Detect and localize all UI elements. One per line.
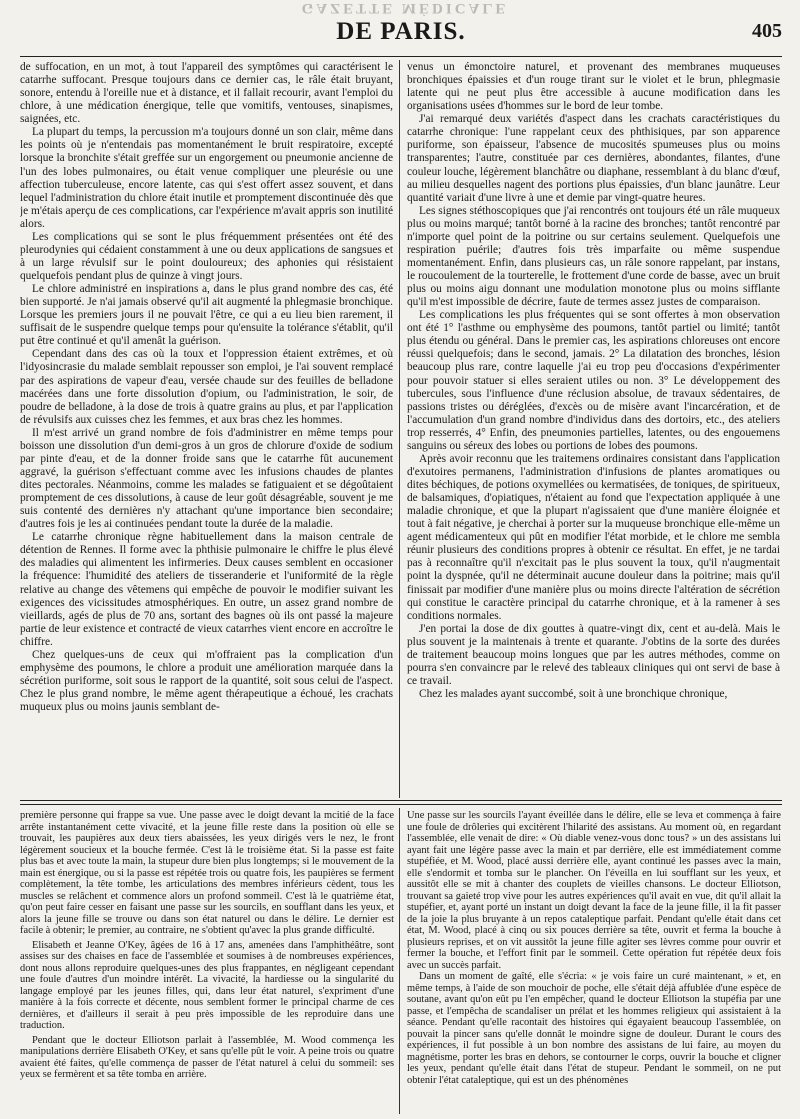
paragraph: Le catarrhe chronique règne habituellement dans la maison centrale de détention de Rennes. Il forme avec la phthisie pulmonaire le chiffre le plus élevé des maladies qui alimentent les infirmeries. Deux causes semblent en occasioner la fréquence: l'humidité des ateliers de tisseranderie et l'uniformité de la règle relative au change des vêtemens qui empêche de pouvoir le modifier suivant les exigences des vicissitudes atmosphériques. En outre, un assez grand nombre de vieillards, agés de plus de 70 ans, sortant des bagnes où ils ont passé la majeure partie de leur existence et contracté de vieux catarrhes vient encore en accroître le chiffre.	[20, 531, 393, 648]
paragraph: Dans un moment de gaîté, elle s'écria: « je vois faire un curé maintenant, » et, en même temps, à l'aide de son mouchoir de poche, elle s'était déjà affublée d'une espèce de soutane, avant qu'on eût pu l'en empêcher, quand le docteur Elliotson la stupéfia par une passe, et l'empêcha de scandaliser un prélat et les hommes religieux qui assistaient à la séance. Pendant qu'elle racontait des histoires qui égayaient beaucoup l'assemblée, on pouvait la pincer sans qu'elle donnât le moindre signe de douleur. Durant le cours des expériences, il fut possible à un bon nombre des assistans de lui faire, au moyen du magnétisme, porter les bras en dehors, se contourner le corps, ouvrir la bouche et cligner les yeux, pendant qu'elle était dans l'état de stupeur. Pendant le sommeil, on ne put obtenir l'état cataleptique, qui est un des phénomènes	[407, 971, 781, 1086]
upper-left-column	[20, 61, 393, 796]
header-rule	[20, 56, 782, 57]
paragraph: Chez les malades ayant succombé, soit à une bronchique chronique,	[419, 688, 728, 700]
paragraph: Les complications qui se sont le plus fréquemment présentées ont été des pleurodynies qui cédaient constamment à une ou deux applications de sangsues et à un large révulsif sur le point douloureux; des aphonies qui résistaient quelquefois pendant plus de quinze à vingt jours.	[20, 230, 393, 282]
paragraph: venus un émonctoire naturel, et provenant des membranes muqueuses bronchiques épaissies et d'un rouge tirant sur le violet et le brun, phlegmasie latente qui ne peut plus être accessible à aucune modification dans les organisations usées d'hommes sur le bord de leur tombe.	[407, 61, 780, 113]
paragraph: Chez quelques-uns de ceux qui m'offraient pas la complication d'un emphysème des poumons, le chlore a produit une amélioration marquée dans la sécrétion puriforme, soit sous le rapport de la quantité, soit sous celui de l'aspect. Chez le plus grand nombre, le même agent thérapeutique a échoué, les crachats muqueux plus ou moins jaunis semblant de-	[20, 648, 393, 714]
paragraph: J'en portai la dose de dix gouttes à quatre-vingt dix, cent et au-delà. Mais le plus souvent je la maintenais à trente et quarante. J'obtins de la sorte des durées de traitement beaucoup moins longues que par les autres méthodes, comme on pourra s'en convaincre par le relevé des tableaux cliniques qui ont servi de base à ce travail.	[407, 622, 780, 687]
paragraph: Après avoir reconnu que les traitemens ordinaires consistant dans l'application d'exutoires permanens, l'administration d'infusions de plantes aromatiques ou dites béchiques, de potions oxymellées ou kermatisées, de toniques, de spiritueux, de balsamiques, d'opiatiques, n'étaient au fond que l'expectation appliquée à une maladie chronique, et que la plupart n'agissaient que d'une manière éloignée et tout à fait négative, je cherchai à porter sur la muqueuse bronchique elle-même un agent médicamenteux qui pût en modifier l'état morbide, et le chlore me sembla réunir plusieurs des conditions propres à obtenir ce résultat. En effet, je ne tardai pas à reconnaître qu'il n'excitait pas le plus souvent la toux, qu'il n'augmentait point la dyspnée, qu'il ne déterminait aucune douleur dans la poitrine; mais qu'il finissait par modifier d'une manière plus ou moins directe l'altération de sécrétion qui constitue le caractère principal du catarrhe chronique, et à la ramener à ses conditions normales.	[407, 452, 780, 622]
running-head	[20, 16, 782, 50]
paragraph: Pendant que le docteur Elliotson parlait à l'assemblée, M. Wood commença les manipulations derrière Elisabeth O'Key, et sans qu'elle pût le voir. A peine trois ou quatre avaient été faites, qu'elle commença de passer de l'état naturel à celui du sommeil: ses yeux se fermèrent et sa tête tomba en arrière.	[20, 1034, 394, 1080]
lower-left-column	[20, 810, 394, 1115]
journal-title: DE PARIS.	[336, 18, 466, 45]
column-divider	[399, 60, 400, 798]
paragraph: Les signes stéthoscopiques que j'ai rencontrés ont toujours été un râle muqueux plus ou moins marqué; tantôt borné à la racine des bronches; tantôt rencontré par n'importe quel point de la poitrine ou sur certains seulement. Quelquefois une respiration puérile; d'autres fois très imparfaite ou même suspendue momentanément. Enfin, dans plusieurs cas, un râle sonore rappelant, par instans, le roucoulement de la tourterelle, le frottement d'une corde de basse, avec un bruit plus ou moins aigu donnant une modulation monotone plus ou moins sifflante qu'il m'est impossible de décrire, faute de termes assez justes de comparaison.	[407, 204, 780, 309]
feuilleton-separator	[20, 800, 782, 805]
show-through-header: GAZETTE MÉDICALE	[301, 0, 509, 16]
paragraph: Le chlore administré en inspirations a, dans le plus grand nombre des cas, été bien supporté. Je n'ai jamais observé qu'il ait augmenté la phlegmasie bronchique. Lorsque les premiers jours il ne pouvait l'être, ce qui a eu lieu bien rarement, il suffisait de le suspendre quelque temps pour qu'ensuite la tolérance s'établit, qu'il put être continué et qu'il amenât la guérison.	[20, 283, 393, 348]
paragraph: Les complications les plus fréquentes qui se sont offertes à mon observation ont été 1° l'asthme ou emphysème des poumons, tantôt partiel ou limité; tantôt plus étendu ou général. Dans le premier cas, les aspirations chloreuses ont encore réussi quelquefois; dans le second, jamais. 2° La dilatation des bronches, lésion beaucoup plus rare, contre laquelle j'ai eu trop peu d'occasions d'expérimenter pour pouvoir statuer si elles seraient utiles ou non. 3° Le développement des tubercules, sous l'influence d'une réclusion absolue, de travaux sédentaires, de passions tristes ou déréglées, d'excès ou de misère avant l'incarcération, et de l'accumulation d'un grand nombre d'individus dans des dortoirs, etc., des ateliers trop resserrés, 4° Enfin, des pneumonies partielles, latentes, ou des engouemens sanguins ou séreux des lobes ou portions de lobes des poumons.	[407, 309, 780, 452]
paragraph: de suffocation, en un mot, à tout l'appareil des symptômes qui caractérisent le catarrhe suffocant. Presque toujours dans ce dernier cas, le râle était bruyant, sonore, entendu à l'oreille nue et à distance, et il fallait recourir, avant l'emploi du chlore, à une médication énergique, telle que vomitifs, ventouses, sinapismes, saignées, etc.	[20, 61, 393, 126]
paragraph: Cependant dans des cas où la toux et l'oppression étaient extrêmes, et où l'idyosincrasie du malade semblait repousser son emploi, je l'ai souvent remplacé par des aspirations de vapeur d'eau, versée chaude sur des feuilles de belladone macérées dans une forte dissolution d'opium, ou l'administration, le soir, de poudre de belladone, à la dose de trois à quatre grains au plus, et par l'application de révulsifs aux cuisses chez les femmes, et aux bras chez les hommes.	[20, 348, 393, 426]
paragraph: première personne qui frappe sa vue. Une passe avec le doigt devant la mcitié de la face arrête instantanément cette vivacité, et la jeune fille reste dans la position où elle se trouvait, les paupières aux deux tiers abaissées, les yeux dirigés vers le nez, le front légèrement soucieux et la bouche fermée. C'est là le troisième état. Si la passe est faite plus bas et avec toute la main, la stupeur dure bien plus longtemps; si le mouvement de la main est énergique, ou si la passe est répétée trois ou quatre fois, les paupières se ferment complètement, la tête tombe, les articulations des membres inférieurs cèdent, tous les muscles se relâchent et commence alors un profond sommeil. C'est là le quatrième état, qu'on peut faire cesser en faisant une passe sur les sourcils, en soufflant dans les yeux, et alors la jeune fille se trouve ou dans son état naturel ou dans le délire. Le dernier est facile à obtenir; le premier, au contraire, ne s'obtient qu'avec la plus grande difficulté.	[20, 810, 394, 936]
paragraph: Il m'est arrivé un grand nombre de fois d'administrer en même temps pour boisson une dissolution d'un demi-gros à un gros de chlorure d'oxide de sodium par pinte d'eau, et de la donner froide sans que le catarrhe fût aucunement aggravé, la guérison s'effectuant comme avec les infusions chaudes de plantes dites pectorales. Néanmoins, comme les malades se fatiguaient et se dégoûtaient promptement de ces dissolutions, à cause de leur goût désagréable, souvent je me suis contenté des dernières n'y attachant qu'une importance bien secondaire; d'autres fois je les ai continuées pendant toute la durée de la maladie.	[20, 426, 393, 531]
column-divider	[399, 808, 400, 1114]
paragraph: La plupart du temps, la percussion m'a toujours donné un son clair, même dans les points où je n'entendais pas momentanément le bruit respiratoire, excepté lorsque la bronchite s'était greffée sur un engorgement ou pneumonie ancienne de l'un des lobes pulmonaires, ou était venue compliquer une pleurésie ou une affection tuberculeuse, encore latente, cas qui s'est offert assez souvent, et dans lequel l'administration du chlore était inutile et promptement discontinuée dès que je m'étais aperçu de ces complications, car l'expérience m'avait appris son inutilité alors.	[20, 126, 393, 230]
paragraph: Une passe sur les sourcils l'ayant éveillée dans le délire, elle se leva et commença à faire une foule de drôleries qui excitèrent l'hilarité des assistans. Au moment où, en regardant l'assemblée, elle venait de dire: « Où diable venez-vous donc tous? » un des assistans lui ayant fait une légère passe avec la main et par derrière, elle est immédiatement comme stupéfiée, et M. Wood, placé aussi derrière elle, ayant continué les passes avec la main, elle s'endormit et tomba sur le plancher. On l'éveilla en lui soufflant sur les yeux, et aussitôt elle se mit à chanter des couplets de vieilles chansons. Le docteur Elliotson, trouvant sa gaieté trop vive pour les autres expériences qu'il avait en vue, dit qu'il allait la stupéfier, et, ayant porté un instant un doigt devant la face de la jeune fille, il la fit passer de la joie la plus bruyante à un repos cataleptique parfait. Pendant qu'elle était dans cet état, M. Wood, placé à cinq ou six pouces derrière sa tête, ouvrit et ferma la bouche à plusieurs reprises, et on vit aussitôt la jeune fille agiter ses lèvres comme pour ouvrir et fermer la bouche, et l'effort finit par le sommeil. Cette opération fut répétée deux fois avec un succès parfait.	[407, 810, 781, 971]
paragraph: J'ai remarqué deux variétés d'aspect dans les crachats caractéristiques du catarrhe chronique: l'une rappelant ceux des phthisiques, par son apparence puriforme, son épaisseur, l'absence de mucosités spumeuses plus ou moins transparentes; l'autre, constituée par ces dernières, abondantes, filantes, d'une couleur louche, légèrement blanchâtre ou diaphane, ressemblant à du blanc d'œuf, au milieu desquelles nagent des portions plus épaissies, d'un blanc jaunâtre. Leur quantité variait d'une livre à une et demie par vingt-quatre heures.	[407, 113, 780, 204]
lower-right-column	[407, 810, 781, 1115]
page-number: 405	[752, 20, 782, 42]
paragraph: Elisabeth et Jeanne O'Key, âgées de 16 à 17 ans, amenées dans l'amphithéâtre, sont assises sur des chaises en face de l'assemblée et soumises à de nombreuses expériences, dont nous allons reproduire quelques-unes des plus frappantes, en négligeant cependant une foule d'autres d'un moindre intérêt. La vivacité, la hardiesse ou la singularité du langage employé par les jeunes filles, qui, dans leur état naturel, s'expriment d'une manière à la fois correcte et décente, nous semblent former le principal charme de ces dernières, et d'ailleurs il serait à peu près impossible de les reproduire dans une traduction.	[20, 939, 394, 1031]
upper-right-column	[407, 61, 780, 796]
